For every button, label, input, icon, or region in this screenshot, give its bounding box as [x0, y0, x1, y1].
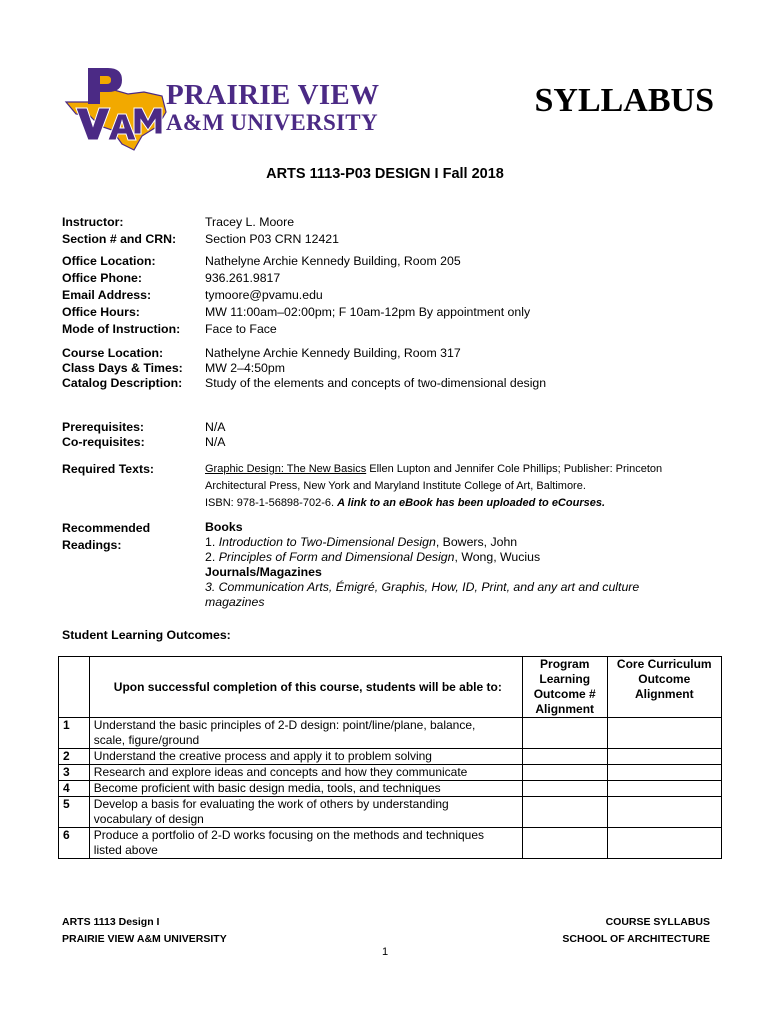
book-2-author: , Wong, Wucius	[454, 550, 541, 564]
instructor-value: Tracey L. Moore	[205, 215, 295, 229]
row-desc-line1: Develop a basis for evaluating the work of others by understanding	[93, 797, 449, 811]
document-title: SYLLABUS	[534, 82, 714, 119]
required-book-authors: Ellen Lupton and Jennifer Cole Phillips; Publisher: Princeton	[366, 463, 663, 475]
row-desc-line2: vocabulary of design	[93, 812, 204, 826]
course-location-label: Course Location:	[62, 346, 164, 360]
table-row	[59, 781, 722, 797]
office-hours-value: MW 11:00am–02:00pm; F 10am-12pm By appointment only	[205, 305, 531, 319]
header-num-cell	[59, 657, 90, 718]
email-label: Email Address:	[62, 288, 152, 302]
table-row	[59, 797, 722, 828]
section-label: Section # and CRN:	[62, 232, 177, 246]
course-location-value: Nathelyne Archie Kennedy Building, Room 317	[205, 346, 461, 360]
row-description	[89, 718, 522, 749]
page-number: 1	[381, 946, 389, 958]
ebook-note: A link to an eBook has been uploaded to eCourses.	[337, 497, 606, 509]
table-row	[59, 718, 722, 749]
footer-course: ARTS 1113 Design I	[62, 916, 160, 928]
office-phone-value: 936.261.9817	[205, 271, 281, 285]
email-value[interactable]: tymoore@pvamu.edu	[205, 288, 323, 302]
table-row	[59, 828, 722, 859]
row-core-cell	[607, 765, 721, 781]
book-1-author: , Bowers, John	[435, 535, 518, 549]
row-description	[89, 749, 522, 765]
outcomes-heading: Student Learning Outcomes:	[62, 628, 231, 642]
row-num: 5	[59, 797, 90, 828]
office-location-value: Nathelyne Archie Kennedy Building, Room 205	[205, 254, 461, 268]
instructor-label: Instructor:	[62, 215, 124, 229]
row-program-cell	[522, 749, 607, 765]
row-core-cell	[607, 781, 721, 797]
footer-right	[562, 914, 710, 948]
book-2-num: 2.	[205, 550, 219, 564]
row-description	[89, 781, 522, 797]
row-desc-line1: Understand the basic principles of 2-D design: point/line/plane, balance,	[93, 718, 476, 732]
prereq-label: Prerequisites:	[62, 420, 145, 434]
row-core-cell	[607, 797, 721, 828]
university-name	[166, 80, 379, 136]
book-1-title: Introduction to Two-Dimensional Design	[218, 535, 436, 549]
header-program-line1: Program	[540, 657, 590, 671]
required-isbn: ISBN: 978-1-56898-702-6.	[205, 497, 338, 509]
catalog-label: Catalog Description:	[62, 376, 183, 390]
class-days-label: Class Days & Times:	[62, 361, 183, 375]
book-2-title: Principles of Form and Dimensional Design	[218, 550, 455, 564]
book-1	[205, 535, 685, 550]
row-desc-line1: Become proficient with basic design media, tools, and techniques	[93, 781, 441, 795]
section-value: Section P03 CRN 12421	[205, 232, 339, 246]
footer-left	[62, 914, 227, 948]
office-hours-label: Office Hours:	[62, 305, 140, 319]
row-desc-line2: scale, figure/ground	[93, 733, 200, 747]
class-days-value: MW 2–4:50pm	[205, 361, 285, 375]
required-texts-line1	[205, 461, 695, 478]
required-texts-line3	[205, 495, 695, 512]
row-num: 6	[59, 828, 90, 859]
required-texts-line2: Architectural Press, New York and Maryland Institute College of Art, Baltimore.	[205, 480, 586, 492]
row-desc-line2: listed above	[93, 843, 158, 857]
recommended-label	[62, 520, 150, 554]
outcomes-header-row	[59, 657, 722, 718]
header-program-outcome	[522, 657, 607, 718]
footer-university: PRAIRIE VIEW A&M UNIVERSITY	[62, 933, 227, 945]
row-desc-line1: Understand the creative process and apply it to problem solving	[93, 749, 432, 763]
recommended-label-line1: Recommended	[62, 521, 151, 535]
table-row	[59, 749, 722, 765]
row-num: 1	[59, 718, 90, 749]
table-row	[59, 765, 722, 781]
prereq-value: N/A	[205, 420, 226, 434]
outcomes-table	[58, 656, 722, 859]
coreq-value: N/A	[205, 435, 226, 449]
row-num: 3	[59, 765, 90, 781]
row-description	[89, 765, 522, 781]
office-location-label: Office Location:	[62, 254, 156, 268]
row-num: 4	[59, 781, 90, 797]
required-book-title: Graphic Design: The New Basics	[205, 463, 367, 475]
row-desc-line1: Produce a portfolio of 2-D works focusing on the methods and techniques	[93, 828, 485, 842]
coreq-label: Co-requisites:	[62, 435, 145, 449]
required-texts-value	[205, 461, 695, 512]
row-description	[89, 797, 522, 828]
row-core-cell	[607, 718, 721, 749]
row-num: 2	[59, 749, 90, 765]
catalog-value: Study of the elements and concepts of two-dimensional design	[205, 376, 547, 390]
mode-label: Mode of Instruction:	[62, 322, 181, 336]
book-1-num: 1.	[205, 535, 219, 549]
footer-school: SCHOOL OF ARCHITECTURE	[562, 933, 710, 945]
row-program-cell	[522, 828, 607, 859]
row-program-cell	[522, 765, 607, 781]
header-core-line1: Core Curriculum	[616, 657, 712, 671]
journals-line2: magazines	[205, 595, 265, 609]
row-description	[89, 828, 522, 859]
mode-value: Face to Face	[205, 322, 277, 336]
university-name-line2: A&M UNIVERSITY	[166, 110, 378, 135]
header-program-line4: Alignment	[535, 702, 595, 716]
university-logo	[62, 64, 172, 152]
office-phone-label: Office Phone:	[62, 271, 142, 285]
row-desc-line1: Research and explore ideas and concepts and how they communicate	[93, 765, 468, 779]
header-description: Upon successful completion of this course, students will be able to:	[89, 657, 522, 718]
header-program-line2: Learning	[539, 672, 591, 686]
header-core-line2: Outcome	[638, 672, 691, 686]
row-program-cell	[522, 718, 607, 749]
header-program-line3: Outcome #	[533, 687, 596, 701]
row-core-cell	[607, 749, 721, 765]
row-program-cell	[522, 797, 607, 828]
header-core-outcome	[607, 657, 721, 718]
header-core-line3: Alignment	[634, 687, 694, 701]
journals-heading: Journals/Magazines	[205, 565, 322, 579]
university-name-line1: PRAIRIE VIEW	[166, 79, 380, 111]
recommended-label-line2: Readings:	[62, 538, 122, 552]
course-title: ARTS 1113-P03 DESIGN I Fall 2018	[266, 166, 504, 182]
footer-doc-type: COURSE SYLLABUS	[605, 916, 710, 928]
book-2	[205, 550, 685, 565]
journals-line1: 3. Communication Arts, Émigré, Graphis, How, ID, Print, and any art and culture	[205, 580, 640, 594]
row-program-cell	[522, 781, 607, 797]
row-core-cell	[607, 828, 721, 859]
required-texts-label: Required Texts:	[62, 462, 155, 476]
books-heading: Books	[205, 520, 243, 534]
recommended-readings	[205, 520, 685, 610]
